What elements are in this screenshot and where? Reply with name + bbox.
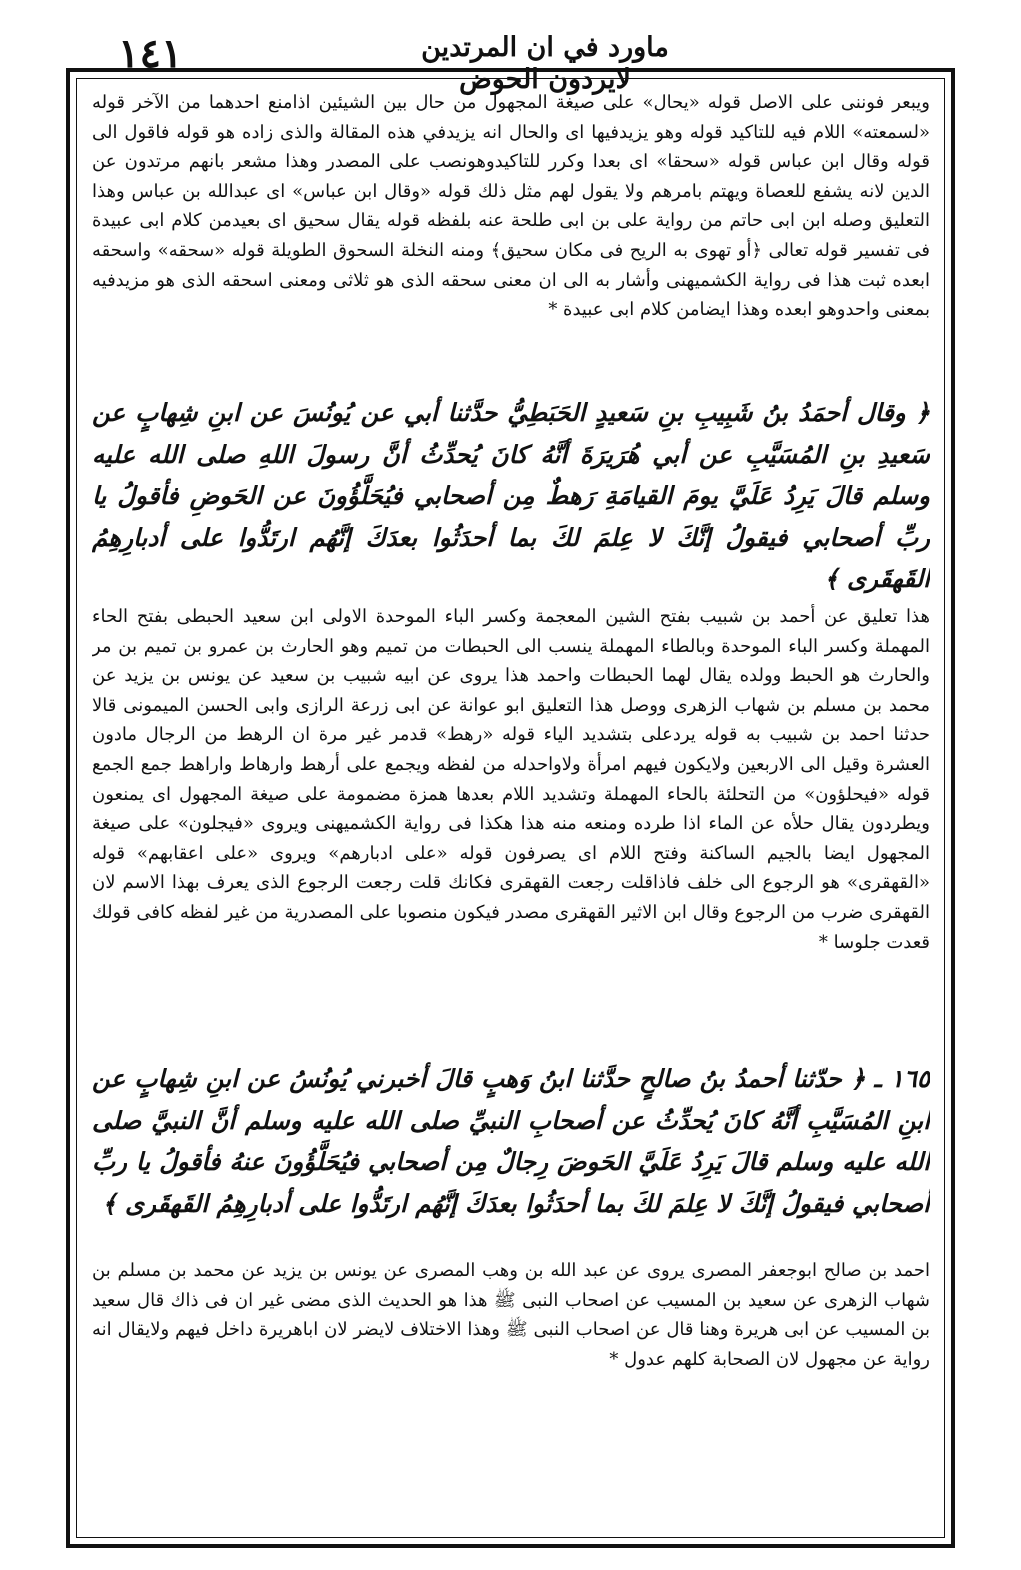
page-body [92, 88, 930, 1528]
running-header: ماورد في ان المرتدين لايردون الحوض [421, 32, 669, 96]
hadith-text: ﴿ وقال أحمَدُ بنُ شَبِيبِ بنِ سَعيدٍ الحَبَطِيُّ حدَّثنا أبي عن يُونُسَ عن ابنِ شِهابٍ عن سَعيدِ بنِ المُسَيَّبِ عن أبي هُرَيرَةَ أنَّهُ كانَ يُحدِّثُ أنَّ رسولَ اللهِ صلى الله عليه وسلم قالَ يَرِدُ عَلَيَّ يومَ القيامَةِ رَهطٌ مِن أصحابي فيُحَلَّؤُونَ عن الحَوضِ فأقولُ يا ربِّ أصحابي فيقولُ إنَّكَ لا عِلمَ لكَ بما أحدَثُوا بعدَكَ إنَّهُم ارتَدُّوا على أدبارِهِمُ القَهقَرى ﴾ [92, 398, 930, 593]
commentary-paragraph: احمد بن صالح ابوجعفر المصرى يروى عن عبد الله بن وهب المصرى عن يونس بن يزيد عن محمد بن مسلم بن شهاب الزهرى عن سعيد بن المسيب عن اصحاب النبى ﷺ هذا هو الحديث الذى مضى غير ان فى ذاك قال سعيد بن المسيب عن ابى هريرة وهنا قال عن اصحاب النبى ﷺ وهذا الاختلاف لايضر لان اباهريرة داخل فيهم ولايقال انه رواية عن مجهول لان الصحابة كلهم عدول * [92, 1260, 930, 1370]
commentary-paragraph: ويبعر فوننى على الاصل قوله «يحال» على صيغة المجهول من حال بين الشيئين اذامنع احدهما من الآخر قوله «لسمعته» اللام فيه للتاكيد قوله وهو يزيدفيها اى والحال انه يزيدفي هذه المقالة والذى زاده هو قوله فاقول الى قوله وقال ابن عباس قوله «سحقا» اى بعدا وكرر للتاكيدوهونصب على المصدر وهذا مشعر بانهم مرتدون عن الدين لانه يشفع للعصاة ويهتم بامرهم ولا يقول لهم مثل ذلك قوله «وقال ابن عباس» اى عبدالله بن عباس وهذا التعليق وصله ابن ابى حاتم من رواية على بن ابى طلحة عنه بلفظه قوله يقال سحيق اى بعيدمن كلام ابى عبيدة فى تفسير قوله تعالى ﴿أو تهوى به الريح فى مكان سحيق﴾ ومنه النخلة السحوق الطويلة قوله «سحقه» واسحقه ابعده ثبت هذا فى رواية الكشميهنى وأشار به الى ان معنى سحقه الذى هو ثلاثى ومعنى اسحقه الذى هو مزيدفيه بمعنى واحدوهو ابعده وهذا ايضامن كلام ابى عبيدة * [92, 92, 930, 321]
commentary-paragraph: هذا تعليق عن أحمد بن شبيب بفتح الشين المعجمة وكسر الباء الموحدة الاولى ابن سعيد الحبطى بفتح الحاء المهملة وكسر الباء الموحدة وبالطاء المهملة ينسب الى الحبطات من تميم وهو الحارث بن عمرو بن تميم بن مر والحارث هو الحبط وولده يقال لهما الحبطات واحمد هذا يروى عن ابيه شبيب بن سعيد عن يونس بن يزيد عن محمد بن مسلم بن شهاب الزهرى ووصل هذا التعليق ابو عوانة عن ابى زرعة الرازى وابى الحسن الميمونى قالا حدثنا احمد بن شبيب به قوله يردعلى بتشديد الياء قوله «رهط» قدمر غير مرة ان الرهط من الرجال مادون العشرة وقيل الى الاربعين ولايكون فيهم امرأة ولاواحدله من لفظه ويجمع على أرهط وارهاط واراهط جمع الجمع قوله «فيحلؤون» من التحلئة بالحاء المهملة وتشديد اللام بعدها همزة مضمومة على صيغة المجهول اى يمنعون ويطردون يقال حلأه عن الماء اذا طرده ومنعه منه هذا هكذا فى رواية الكشميهنى ويروى «فيجلون» على صيغة المجهول ايضا بالجيم الساكنة وفتح اللام اى يصرفون قوله «على ادبارهم» ويروى «على اعقابهم» قوله «القهقرى» هو الرجوع الى خلف فاذاقلت رجعت القهقرى فكانك قلت رجعت الرجوع الذى يعرف بهذا الاسم لان القهقرى ضرب من الرجوع وقال ابن الاثير القهقرى مصدر فيكون منصوبا على المصدرية من غير لفظه كافى قولك قعدت جلوسا * [92, 606, 930, 953]
hadith-text: ١٦٥ ـ ﴿ حدّثنا أحمدُ بنُ صالحٍ حدَّثنا ابنُ وَهبٍ قالَ أخبرني يُونُسُ عن ابنِ شِهابٍ عن ابنِ المُسَيَّبِ أنَّهُ كانَ يُحدِّثُ عن أصحابِ النبيِّ صلى الله عليه وسلم أنَّ النبيَّ صلى الله عليه وسلم قالَ يَرِدُ عَلَيَّ الحَوضَ رِجالٌ مِن أصحابي فيُحَلَّؤُونَ عنهُ فأقولُ يا ربِّ أصحابي فيقولُ إنَّكَ لا عِلمَ لكَ بما أحدَثُوا بعدَكَ إنَّهُم ارتَدُّوا على أدبارِهِمُ القَهقَرى ﴾ [92, 1064, 930, 1218]
page-number: ١٤١ [118, 30, 183, 77]
